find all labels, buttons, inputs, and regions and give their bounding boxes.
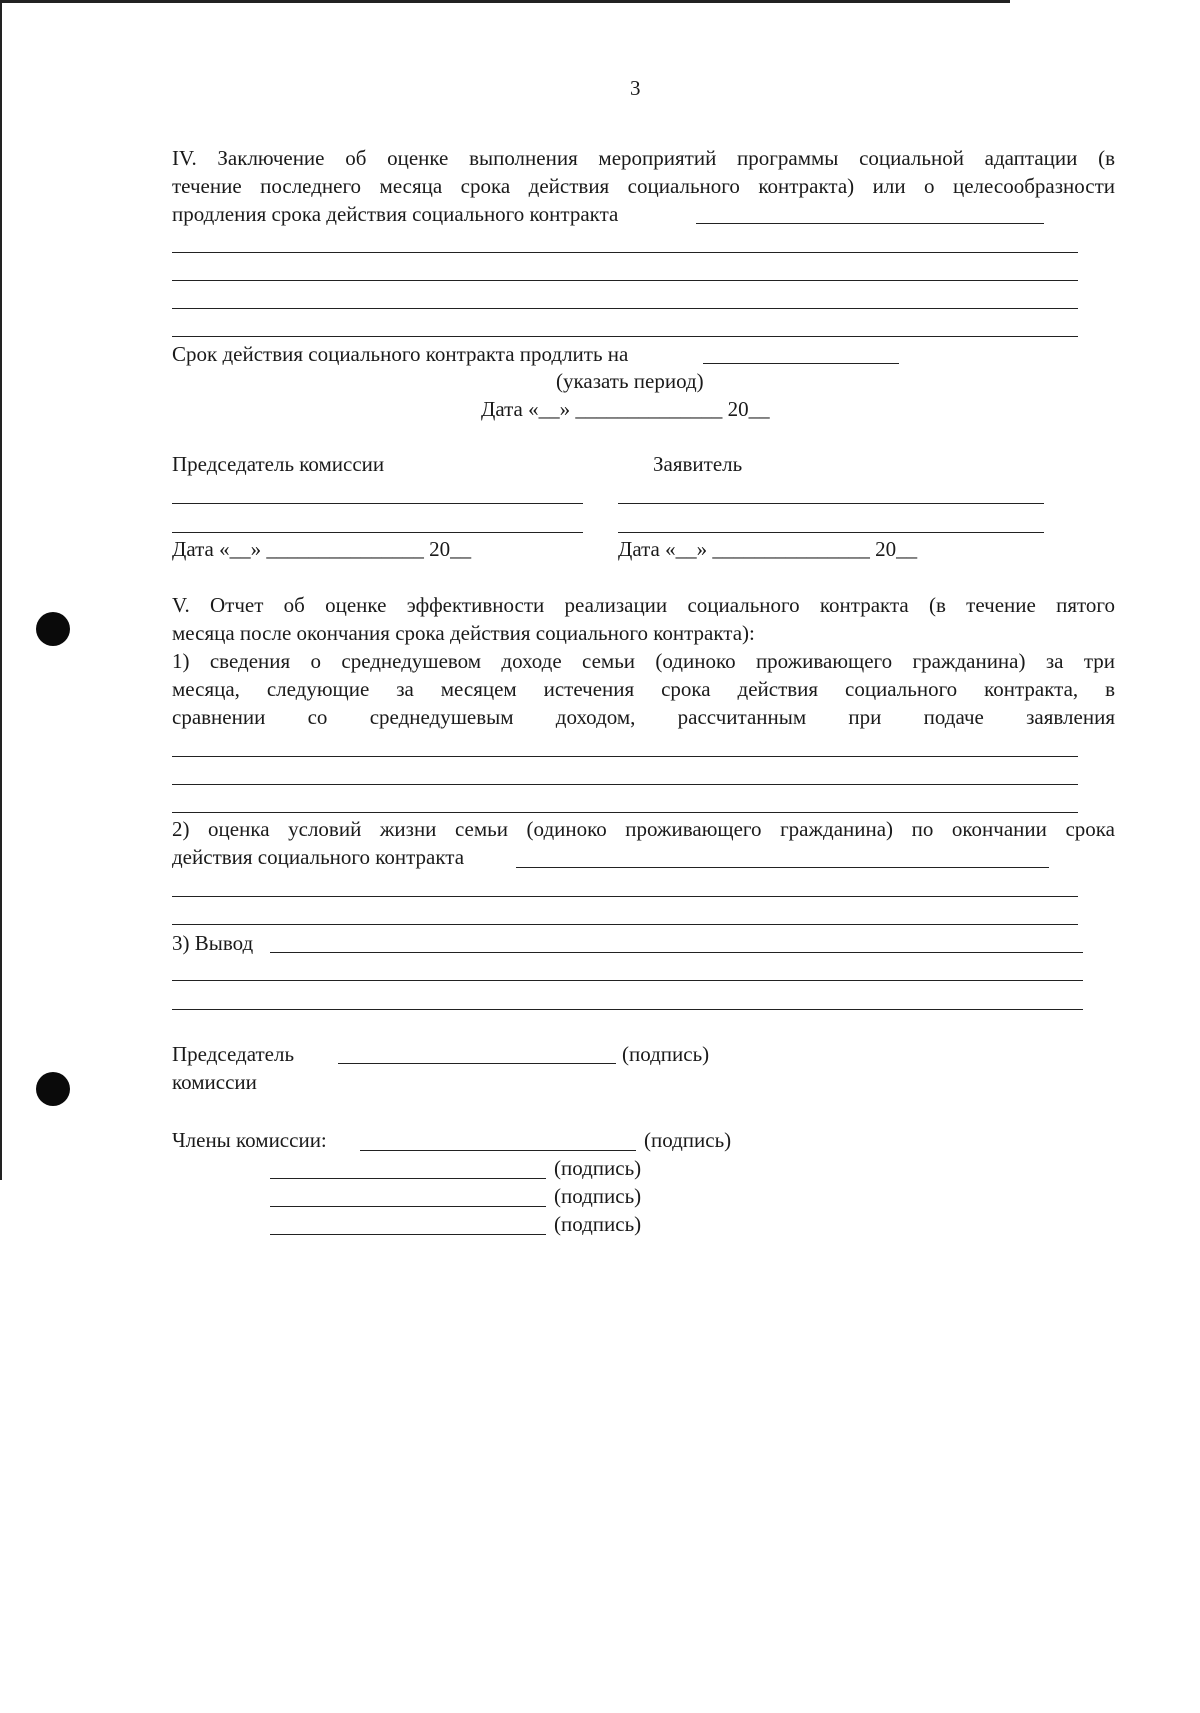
member-signature-line-4[interactable] bbox=[270, 1234, 546, 1235]
final-chairman-label-line2: комиссии bbox=[172, 1070, 257, 1094]
living-conditions-line-1[interactable] bbox=[172, 896, 1078, 897]
scan-left-edge bbox=[0, 0, 2, 1180]
final-chairman-signature-line[interactable] bbox=[338, 1063, 616, 1064]
conclusion-line-1[interactable] bbox=[172, 252, 1078, 253]
extend-contract-text: Срок действия социального контракта продлить на bbox=[172, 342, 629, 366]
section5-heading-line2: месяца после окончания срока действия социального контракта): bbox=[172, 621, 755, 645]
section5-heading-line1: V. Отчет об оценке эффективности реализации социального контракта (в течение пятого bbox=[172, 593, 1115, 617]
members-label: Члены комиссии: bbox=[172, 1128, 327, 1152]
member-signature-hint-2: (подпись) bbox=[554, 1156, 642, 1180]
applicant-signature-line-1[interactable] bbox=[618, 503, 1044, 504]
item2-line2: действия социального контракта bbox=[172, 845, 465, 869]
applicant-signature-line-2[interactable] bbox=[618, 532, 1044, 533]
period-hint: (указать период) bbox=[556, 369, 704, 393]
income-line-3[interactable] bbox=[172, 812, 1078, 813]
applicant-label: Заявитель bbox=[653, 452, 743, 476]
conclusion2-line-2[interactable] bbox=[172, 1009, 1083, 1010]
item1-line2: месяца, следующие за месяцем истечения срока действия социального контракта, в bbox=[172, 677, 1115, 701]
income-line-1[interactable] bbox=[172, 756, 1078, 757]
chairman-date: Дата «__» _______________ 20__ bbox=[172, 537, 472, 561]
chairman-signature-line-1[interactable] bbox=[172, 503, 583, 504]
final-chairman-signature-hint: (подпись) bbox=[622, 1042, 710, 1066]
member-signature-hint-1: (подпись) bbox=[644, 1128, 732, 1152]
page-number: 3 bbox=[630, 76, 641, 100]
item1-line3: сравнении со среднедушевым доходом, рассчитанным при подаче заявления bbox=[172, 705, 1115, 729]
chairman-signature-line-2[interactable] bbox=[172, 532, 583, 533]
item3-conclusion-label: 3) Вывод bbox=[172, 931, 254, 955]
living-conditions-field[interactable] bbox=[516, 867, 1049, 868]
conclusion2-line-1[interactable] bbox=[172, 980, 1083, 981]
applicant-date: Дата «__» _______________ 20__ bbox=[618, 537, 918, 561]
section4-heading-line3: продления срока действия социального контракта bbox=[172, 202, 619, 226]
member-signature-line-3[interactable] bbox=[270, 1206, 546, 1207]
section4-heading-line2: течение последнего месяца срока действия социального контракта) или о целесообразности bbox=[172, 174, 1115, 198]
section4-date: Дата «__» ______________ 20__ bbox=[481, 397, 770, 421]
conclusion-line-2[interactable] bbox=[172, 280, 1078, 281]
member-signature-line-1[interactable] bbox=[360, 1150, 636, 1151]
chairman-label: Председатель комиссии bbox=[172, 452, 385, 476]
section4-heading-line1: IV. Заключение об оценке выполнения мероприятий программы социальной адаптации (в bbox=[172, 146, 1115, 170]
conclusion-line-4[interactable] bbox=[172, 336, 1078, 337]
scan-top-edge bbox=[0, 0, 1010, 3]
punch-hole-upper bbox=[36, 612, 70, 646]
conclusion-line-3[interactable] bbox=[172, 308, 1078, 309]
member-signature-line-2[interactable] bbox=[270, 1178, 546, 1179]
extend-period-field[interactable] bbox=[703, 363, 899, 364]
living-conditions-line-2[interactable] bbox=[172, 924, 1078, 925]
conclusion-field[interactable] bbox=[696, 223, 1044, 224]
member-signature-hint-4: (подпись) bbox=[554, 1212, 642, 1236]
punch-hole-lower bbox=[36, 1072, 70, 1106]
item2-line1: 2) оценка условий жизни семьи (одиноко проживающего гражданина) по окончании срока bbox=[172, 817, 1115, 841]
conclusion-field-2[interactable] bbox=[270, 952, 1083, 953]
item1-line1: 1) сведения о среднедушевом доходе семьи (одиноко проживающего гражданина) за три bbox=[172, 649, 1115, 673]
final-chairman-label-line1: Председатель bbox=[172, 1042, 295, 1066]
income-line-2[interactable] bbox=[172, 784, 1078, 785]
member-signature-hint-3: (подпись) bbox=[554, 1184, 642, 1208]
